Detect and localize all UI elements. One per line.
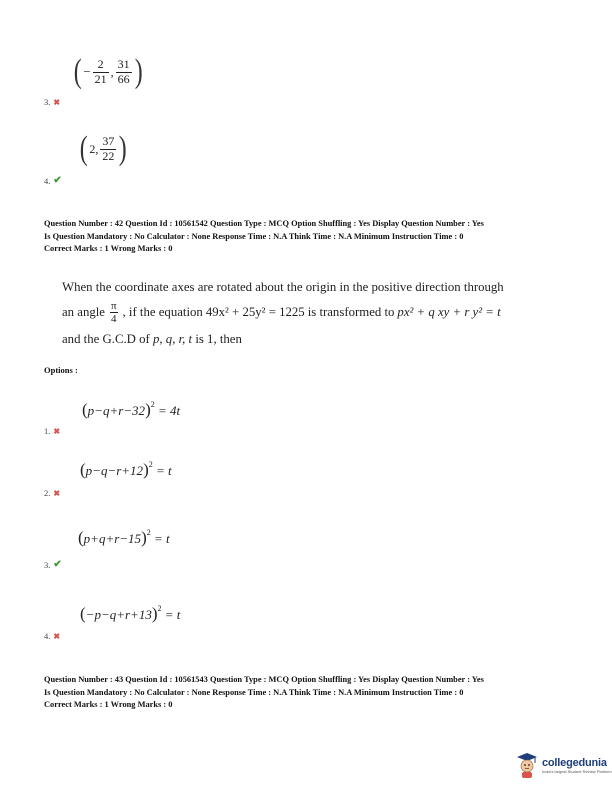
wrong-mark-icon: ✖ — [53, 631, 61, 641]
wrong-mark-icon: ✖ — [53, 426, 61, 436]
question-stem-line-1: When the coordinate axes are rotated about the origin in the positive direction through — [62, 280, 504, 294]
right-paren: ) — [134, 53, 143, 90]
option-3-number: 3. ✔ — [44, 559, 62, 570]
prev-option-3-math: ( − $\frac{2}{21}$ , $\frac{31}{66}$ ) — [73, 53, 143, 90]
transformed-equation: px² + q xy + r y² = t — [397, 305, 501, 320]
right-paren: ) — [119, 130, 127, 167]
collegedunia-logo — [516, 752, 612, 778]
question-42-header: Question Number : 42 Question Id : 10561542 Question Type : MCQ Option Shuffling : Yes Display Question Number : Yes Is Question Mandatory : No Calculator : None Response Time : N.A Think Time : N.A Minimum Instruction Time : 0 Correct Marks : 1 Wrong Marks : 0 — [44, 219, 484, 253]
logo-name: collegedunia — [542, 756, 607, 769]
question-stem-line-2: an angle $\frac{\pi}{4}$ , if the equation 49x² + 25y² = 1225 is transformed to px² + q xy + r y² = t — [62, 300, 501, 326]
fraction: $\frac{2}{21}$ — [94, 56, 107, 86]
left-paren: ( — [73, 53, 82, 90]
given-equation: 49x² + 25y² = 1225 — [205, 305, 305, 320]
question-43-header: Question Number : 43 Question Id : 10561543 Question Type : MCQ Option Shuffling : Yes Display Question Number : Yes Is Question Mandatory : No Calculator : None Response Time : N.A Think Time : N.A Minimum Instruction Time : 0 Correct Marks : 1 Wrong Marks : 0 — [44, 675, 484, 709]
correct-mark-icon: ✔ — [53, 559, 62, 570]
prev-option-4-number: 4. ✔ — [44, 175, 62, 186]
minus-sign: − — [83, 64, 91, 79]
wrong-mark-icon: ✖ — [53, 488, 61, 498]
prev-option-3-number: 3. ✖ — [44, 97, 61, 107]
angle-fraction: $\frac{\pi}{4}$ — [110, 300, 117, 326]
option-4-number: 4. ✖ — [44, 631, 61, 641]
option-2-number: 2. ✖ — [44, 488, 61, 498]
question-stem-line-3: and the G.C.D of p, q, r, t is 1, then — [62, 332, 242, 346]
option-1-number: 1. ✖ — [44, 426, 61, 436]
option-2-equation: $(p-q-r+12)^2 = t$ — [80, 460, 172, 479]
left-paren: ( — [79, 130, 88, 167]
options-label: Options : — [44, 365, 78, 375]
option-3-equation: $(p+q+r-15)^2 = t$ — [78, 528, 170, 547]
prev-option-4-math: ( 2, $\frac{37}{22}$ ) — [79, 130, 127, 167]
option-1-equation: $(p-q+r-32)^2 = 4t$ — [82, 400, 181, 419]
mascot-icon — [516, 752, 538, 778]
fraction: $\frac{37}{22}$ — [102, 133, 115, 163]
correct-mark-icon: ✔ — [53, 175, 62, 186]
logo-tagline: India's largest Student Review Platform — [542, 768, 612, 774]
wrong-mark-icon: ✖ — [53, 97, 61, 107]
fraction: $\frac{31}{66}$ — [117, 56, 130, 86]
option-4-equation: $(-p-q+r+13)^2 = t$ — [80, 604, 181, 623]
